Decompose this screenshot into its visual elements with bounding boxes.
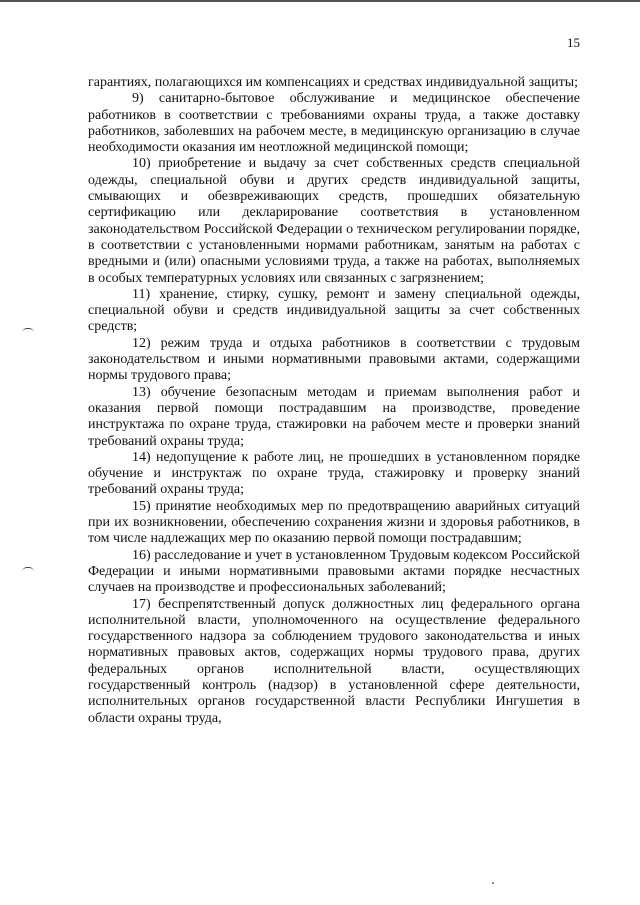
document-body bbox=[88, 75, 580, 727]
top-border-line bbox=[0, 0, 640, 2]
scan-dust-mark bbox=[492, 882, 494, 884]
paragraph-item-16: 16) расследование и учет в установленном Трудовым кодексом Российской Федерации и иными нормативными правовыми актами порядке несчастных случаев на производстве и профессиональных заболеваний; bbox=[88, 547, 580, 596]
paragraph-item-15: 15) принятие необходимых мер по предотвращению аварийных ситуаций при их возникновении, обеспечению сохранения жизни и здоровья работников, в том числе надлежащих мер по оказанию первой помощи пострадавшим; bbox=[88, 498, 580, 547]
paragraph-item-9: 9) санитарно-бытовое обслуживание и медицинское обеспечение работников в соответствии с требованиями охраны труда, а также доставку работников, заболевших на рабочем месте, в медицинскую организацию в случае необходимости оказания им неотложной медицинской помощи; bbox=[88, 91, 580, 156]
paragraph-continuation: гарантиях, полагающихся им компенсациях и средствах индивидуальной защиты; bbox=[88, 75, 579, 90]
scan-margin-mark bbox=[22, 567, 34, 572]
paragraph-item-11: 11) хранение, стирку, сушку, ремонт и замену специальной одежды, специальной обуви и средств индивидуальной защиты за счет собственных средств; bbox=[88, 286, 580, 335]
paragraph-item-12: 12) режим труда и отдыха работников в соответствии с трудовым законодательством и иными нормативными правовыми актами, содержащими нормы трудового права; bbox=[88, 335, 580, 384]
paragraph-item-10: 10) приобретение и выдачу за счет собственных средств специальной одежды, специальной обуви и других средств индивидуальной защиты, смывающих и обезвреживающих средств, прошедших обязательную сертификацию или декларирование соответствия в установленном законодательством Российской Федерации о техническом регулировании порядке, в соответствии с установленными нормами работникам, занятым на работах с вредными и (или) опасными условиями труда, а также на работах, выполняемых в особых температурных условиях или связанных с загрязнением; bbox=[88, 156, 580, 286]
scan-margin-mark bbox=[22, 328, 34, 333]
paragraph-item-17: 17) беспрепятственный допуск должностных лиц федерального органа исполнительной власти, уполномоченного на осуществление федерального государственного надзора за соблюдением трудового законодательства и иных нормативных правовых актов, содержащих нормы трудового права, других федеральных органов исполнительной власти, осуществляющих государственный контроль (надзор) в установленной сфере деятельности, исполнительных органов государственной власти Республики Ингушетия в области охраны труда, bbox=[88, 596, 580, 726]
page-number: 15 bbox=[567, 35, 580, 50]
paragraph-item-14: 14) недопущение к работе лиц, не прошедших в установленном порядке обучение и инструктаж по охране труда, стажировку и проверку знаний требований охраны труда; bbox=[88, 449, 580, 498]
paragraph-item-13: 13) обучение безопасным методам и приемам выполнения работ и оказания первой помощи пострадавшим на производстве, проведение инструктажа по охране труда, стажировки на рабочем месте и проверки знаний требований охраны труда; bbox=[88, 384, 580, 449]
